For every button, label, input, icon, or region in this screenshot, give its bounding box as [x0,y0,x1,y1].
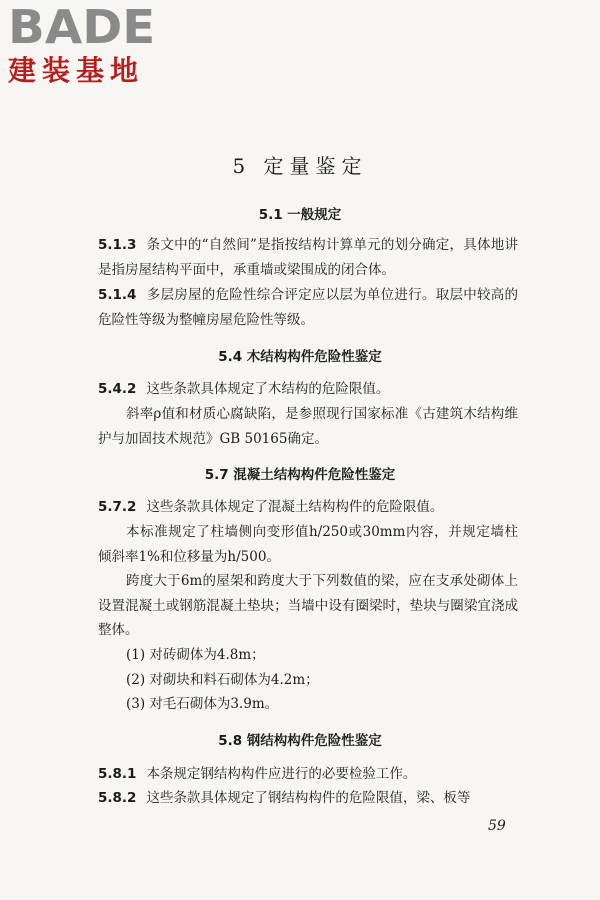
clause-text: 这些条款具体规定了混凝土结构构件的危险限值。 [146,499,444,515]
clause-5-4-2 [98,377,518,402]
logo [8,0,156,88]
clause-5-7-2-deflection: 本标准规定了柱墙侧向变形值h/250或30mm内容，并规定墙柱倾斜率1%和位移量为h/500。 [98,524,518,565]
list-item: (2) 对砌块和料石砌体为4.2m； [126,672,319,688]
clause-number: 5.7.2 [98,499,137,515]
clause-text: 这些条款具体规定了木结构的危险限值。 [146,381,390,397]
clause-5-1-3 [98,233,518,282]
clause-5-4-2-detail: 斜率ρ值和材质心腐缺陷，是参照现行国家标准《古建筑木结构维护与加固技术规范》GB 50165确定。 [98,406,518,447]
section-title-5-4: 5.4 木结构构件危险性鉴定 [218,349,382,365]
clause-5-7-2-span: 跨度大于6m的屋架和跨度大于下列数值的梁，应在支承处砌体上设置混凝土或钢筋混凝土垫块；当墙中设有圈梁时，垫块与圈梁宜浇成整体。 [98,573,518,638]
clause-number: 5.8.1 [98,766,137,782]
list-item: (3) 对毛石砌体为3.9m。 [126,696,279,712]
logo-wordmark: BADE [8,0,156,54]
clause-5-8-1 [98,762,518,787]
clause-number: 5.8.2 [98,790,137,806]
clause-number: 5.1.3 [98,237,137,253]
list-item: (1) 对砖砌体为4.8m； [126,647,265,663]
section-title-5-7: 5.7 混凝土结构构件危险性鉴定 [204,467,396,483]
clause-text: 多层房屋的危险性综合评定应以层为单位进行。取层中较高的危险性等级为整幢房屋危险性等级。 [98,287,518,328]
page-number: 59 [488,818,506,834]
section-title-5-8: 5.8 钢结构构件危险性鉴定 [218,733,382,749]
clause-5-1-4 [98,283,518,332]
section-title-5-1: 5.1 一般规定 [258,207,342,223]
clause-5-7-2 [98,495,518,520]
clause-text: 条文中的“自然间”是指按结构计算单元的划分确定，具体地讲是指房屋结构平面中，承重墙或梁围成的闭合体。 [98,237,518,278]
clause-number: 5.1.4 [98,287,137,303]
clause-text: 本条规定钢结构构件应进行的必要检验工作。 [146,766,417,782]
clause-text: 这些条款具体规定了钢结构构件的危险限值，梁、板等 [146,790,471,806]
logo-subtitle: 建装基地 [8,54,145,87]
chapter-title: 5 定量鉴定 [232,154,368,178]
clause-number: 5.4.2 [98,381,137,397]
clause-5-8-2 [98,786,518,811]
